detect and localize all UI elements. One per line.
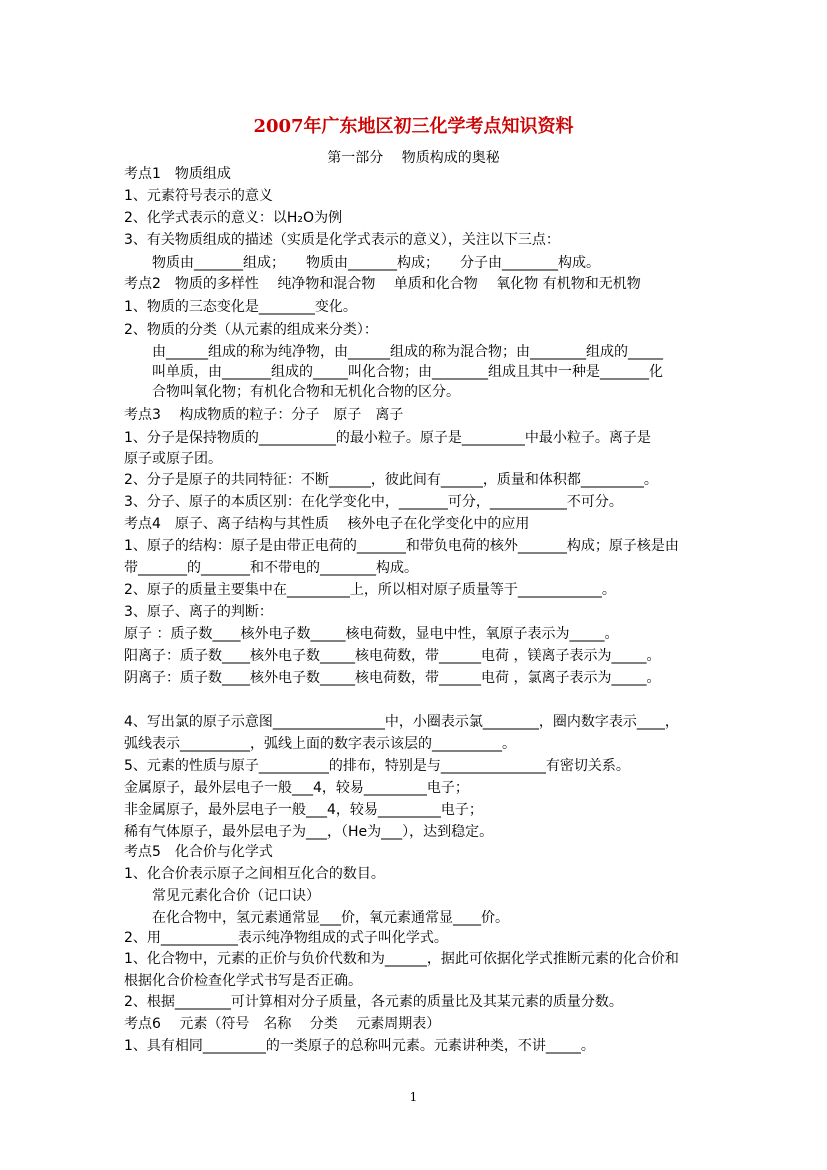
text-line: 常见元素化合价（记口诀）	[124, 888, 320, 904]
text-line: 1、具有相同_________的一类原子的总称叫元素。元素讲种类，不讲_____。	[124, 1038, 595, 1054]
page-number: 1	[409, 1090, 418, 1104]
text-line: 2、用___________表示纯净物组成的式子叫化学式。	[124, 930, 448, 946]
text-line: 合物叫氧化物；有机化合物和无机化合物的区分。	[124, 384, 460, 400]
document-title: 2007年广东地区初三化学考点知识资料	[253, 116, 574, 137]
text-line: 1、化合价表示原子之间相互化合的数目。	[124, 866, 385, 882]
text-line: 3、有关物质组成的描述（实质是化学式表示的意义），关注以下三点：	[124, 232, 560, 248]
text-line: 金属原子，最外层电子一般___4，较易_________电子；	[124, 780, 469, 796]
text-line: 2、根据________可计算相对分子质量，各元素的质量比及其某元素的质量分数。	[124, 994, 623, 1010]
text-line: 2、化学式表示的意义：以H₂O为例	[124, 210, 343, 226]
text-line: 阴离子：质子数____核外电子数_____核电荷数，带______电荷 ，氯离子表示为_____。	[124, 670, 661, 686]
text-line: 由______组成的称为纯净物，由______组成的称为混合物；由________组成的_____	[124, 344, 663, 360]
text-line: 2、原子的质量主要集中在_________上，所以相对原子质量等于____________。	[124, 582, 616, 598]
text-line: 叫单质，由_______组成的_____叫化合物；由________组成且其中一种是_______化	[124, 364, 663, 380]
text-line: 1、原子的结构：原子是由带正电荷的_______和带负电荷的核外_______构成；原子核是由	[124, 538, 679, 554]
text-line: 带_______的_______和不带电的________构成。	[124, 560, 418, 576]
text-line: 2、分子是原子的共同特征：不断______，彼此间有______，质量和体积都_________。	[124, 472, 658, 488]
section-heading: 第一部分 物质构成的奥秘	[327, 150, 500, 166]
text-line: 物质由_______组成； 物质由_______构成； 分子由________构成。	[124, 255, 600, 271]
text-line: 在化合物中，氢元素通常显___价，氧元素通常显____价。	[124, 910, 509, 926]
text-line: 考点1 物质组成	[124, 166, 231, 182]
text-line: 考点6 元素（符号 名称 分类 元素周期表）	[124, 1016, 441, 1032]
text-line: 1、物质的三态变化是________变化。	[124, 299, 357, 315]
text-line: 2、物质的分类（从元素的组成来分类）：	[124, 322, 378, 338]
text-line: 根据化合价检查化学式书写是否正确。	[124, 973, 362, 989]
text-line: 非金属原子，最外层电子一般___4，较易_________电子；	[124, 802, 483, 818]
text-line: 原子或原子团。	[124, 451, 222, 467]
text-line: 3、原子、离子的判断：	[124, 604, 273, 620]
text-line: 考点2 物质的多样性 纯净物和混合物 单质和化合物 氧化物 有机物和无机物	[124, 276, 641, 292]
text-line: 1、元素符号表示的意义	[124, 188, 273, 204]
text-line: 考点3 构成物质的粒子：分子 原子 离子	[124, 407, 404, 423]
text-line: 4、写出氯的原子示意图________________中，小圈表示氯________，圈内数字表示____，	[124, 714, 679, 730]
text-line: 3、分子、原子的本质区别：在化学变化中，_______可分，___________不可分。	[124, 494, 623, 510]
text-line: 弧线表示__________，弧线上面的数字表示该层的__________。	[124, 736, 516, 752]
text-line: 原子 ：质子数____核外电子数_____核电荷数，显电中性，氧原子表示为_____。	[124, 626, 619, 642]
text-line: 1、分子是保持物质的___________的最小粒子。原子是_________中最小粒子。离子是	[124, 430, 651, 446]
text-line: 5、元素的性质与原子__________的排布，特别是与_______________有密切关系。	[124, 758, 630, 774]
text-line: 稀有气体原子，最外层电子为___，（He为___），达到稳定。	[124, 824, 494, 840]
text-line: 考点5 化合价与化学式	[124, 844, 273, 860]
text-line: 1、化合物中，元素的正价与负价代数和为______，据此可依据化学式推断元素的化合价和	[124, 951, 679, 967]
text-line: 阳离子：质子数____核外电子数_____核电荷数，带______电荷 ，镁离子表示为_____。	[124, 648, 661, 664]
text-line: 考点4 原子、离子结构与其性质 核外电子在化学变化中的应用	[124, 516, 530, 532]
